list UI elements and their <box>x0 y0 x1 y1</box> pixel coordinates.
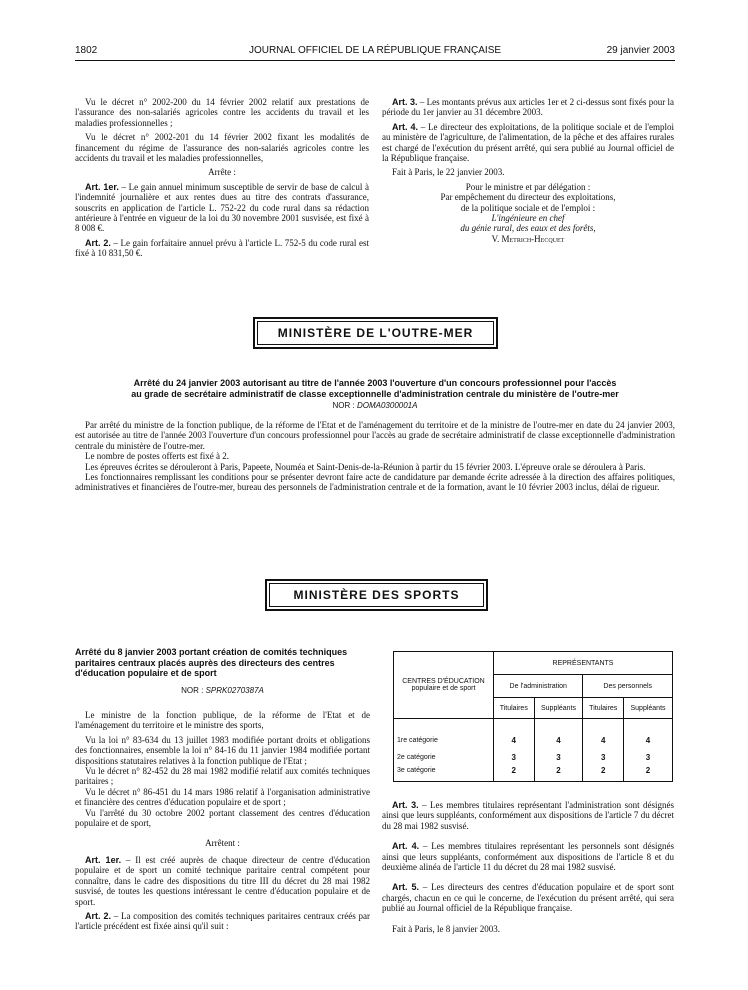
header-rule <box>75 60 675 61</box>
table-cell: 2 <box>624 764 673 782</box>
article-1 <box>75 182 369 234</box>
paragraph: Vu la loi n° 83-634 du 13 juillet 1983 modifiée portant droits et obligations des fonctionnaires, ensemble la loi n° 84-16 du 11 janvier 1984 modifiée portant dispositions statutaires relatives à la fonction publique de l'Etat ; <box>75 734 370 766</box>
row-label: 2e catégorie <box>394 751 494 764</box>
ministry-name: MINISTÈRE DE L'OUTRE-MER <box>277 326 474 340</box>
table-subheader: Titulaires <box>583 698 624 719</box>
signatory-name: V. Metrich-Hecquet <box>491 233 565 244</box>
article-3 <box>382 97 674 118</box>
decree-title-line: au grade de secrétaire administratif de classe exceptionnelle d'administration centrale du ministère de l'outre-mer <box>131 388 619 399</box>
article-text: – La composition des comités techniques paritaires centraux créés par l'article précédent est fixée ainsi qu'il suit : <box>75 910 370 932</box>
paragraph: Le ministre de la fonction publique, de la réforme de l'Etat et de l'aménagement du territoire et le ministre des sports, <box>75 710 370 731</box>
article-text: – Le gain forfaitaire annuel prévu à l'article L. 752-5 du code rural est fixé à 10 831,50 €. <box>75 237 369 259</box>
article-label: Art. 2. <box>85 910 112 921</box>
decree-title: Arrêté du 8 janvier 2003 portant création de comités techniques paritaires centraux placés auprès des directeurs des centres d'éducation populaire et de sport <box>75 647 348 678</box>
table-cell: 3 <box>494 751 535 764</box>
table-cell: 4 <box>534 719 583 752</box>
article-label: Art. 3. <box>392 800 419 810</box>
table-subheader: Suppléants <box>534 698 583 719</box>
signature-line: Par empêchement du directeur des exploitations, <box>440 192 616 203</box>
table-cell: 4 <box>494 719 535 752</box>
done-at: Fait à Paris, le 8 janvier 2003. <box>392 923 500 934</box>
article-text: – Les directeurs des centres d'éducation populaire et de sport sont chargés, chacun en ce qui le concerne, de l'exécution du présent arrêté, qui sera publié au Journal officiel de la République française. <box>382 882 674 914</box>
sports-right-column <box>382 800 674 938</box>
article-label: Art. 1er. <box>85 181 119 192</box>
signature-line: du génie rural, des eaux et des forêts, <box>460 223 596 234</box>
article-2 <box>75 911 370 932</box>
sports-left-column <box>75 710 370 936</box>
paragraph: Les épreuves écrites se dérouleront à Paris, Papeete, Nouméa et Saint-Denis-de-la-Réunion à partir du 15 février 2003. L'épreuve orale se déroulera à Paris. <box>85 461 646 472</box>
paragraph: Vu le décret n° 86-451 du 14 mars 1986 relatif à l'organisation administrative et financière des centres d'éducation populaire et de sport ; <box>75 786 370 808</box>
paragraph: Le nombre de postes offerts est fixé à 2. <box>85 451 230 462</box>
article-label: Art. 2. <box>85 237 111 248</box>
table-row <box>394 764 673 782</box>
table-cell: 2 <box>534 764 583 782</box>
page-number: 1802 <box>75 45 98 56</box>
article-label: Art. 1er. <box>85 854 122 865</box>
article-4 <box>382 841 674 872</box>
article-text: – Les membres titulaires représentant l'administration sont désignés ainsi que leurs suppléants, conformément aux dispositions de l'article 7 du décret du 28 mai 1982 susvisé. <box>382 800 674 831</box>
article-label: Art. 4. <box>392 841 420 852</box>
done-at: Fait à Paris, le 22 janvier 2003. <box>392 167 505 178</box>
article-label: Art. 5. <box>392 882 420 893</box>
signature-line: Pour le ministre et par délégation : <box>465 181 591 192</box>
article-text: – Le gain annuel minimum susceptible de servir de base de calcul à l'indemnité journalière et aux rentes dues au titre des contrats d'assurance, souscrits en application de l'article L. 752-22 du code rural dans sa rédaction antérieure à l'entrée en vigueur de la loi du 30 novembre 2001 susvisée, est fixé à 8 008 €. <box>75 181 369 234</box>
signature-line: L'ingénieure en chef <box>491 213 565 224</box>
table-subheader: Titulaires <box>494 698 535 719</box>
table-cell: 2 <box>494 764 535 782</box>
nor-reference <box>75 401 675 410</box>
nor-reference <box>75 686 370 695</box>
signature-line: de la politique sociale et de l'emploi : <box>460 202 596 213</box>
table-cell: 4 <box>583 719 624 752</box>
table-subheader: Suppléants <box>624 698 673 719</box>
paragraph: Vu le décret n° 82-452 du 28 mai 1982 modifié relatif aux comités techniques paritaires ; <box>75 766 370 787</box>
row-label: 1re catégorie <box>394 719 494 752</box>
article-label: Art. 3. <box>392 97 418 107</box>
top-right-column <box>382 97 674 244</box>
ministry-heading-box <box>265 579 488 611</box>
paragraph: Vu l'arrêté du 30 octobre 2002 portant classement des centres d'éducation populaire et de sport, <box>75 807 370 829</box>
table-cell: 3 <box>583 751 624 764</box>
nor-label: NOR : <box>332 401 357 410</box>
table-cell: 3 <box>534 751 583 764</box>
article-text: – Les membres titulaires représentant les personnels sont désignés ainsi que leurs suppléants, conformément aux dispositions de l'article 8 et du deuxième alinéa de l'article 11 du décret du 28 mai 1982 susvisé. <box>382 841 674 873</box>
ministry-heading-box <box>253 317 498 349</box>
arrete-heading: Arrête : <box>208 167 236 178</box>
top-left-column <box>75 97 369 263</box>
table-row-header: CENTRES D'ÉDUCATION populaire et de sport <box>394 652 494 719</box>
representatives-table <box>393 651 673 782</box>
ministry-name: MINISTÈRE DES SPORTS <box>293 588 460 602</box>
article-5 <box>382 882 674 913</box>
table-header: REPRÉSENTANTS <box>494 652 673 675</box>
article-1 <box>75 855 370 907</box>
article-4 <box>382 122 674 164</box>
paragraph: Vu le décret n° 2002-201 du 14 février 2002 fixant les modalités de financement du régime de l'assurance des non-salariés agricoles contre les accidents du travail et les maladies professionnelles, <box>75 132 369 164</box>
page-header <box>75 45 675 59</box>
table-cell: 4 <box>624 719 673 752</box>
row-label: 3e catégorie <box>394 764 494 782</box>
paragraph: Les fonctionnaires remplissant les conditions pour se présenter devront faire acte de candidature par demande écrite adressée à la direction des affaires politiques, administratives et financières de l'outre-mer, bureau des personnels de l'administration centrale et de la formation, avant le 10 février 2003 inclus, délai de rigueur. <box>75 472 675 493</box>
arretent-heading: Arrêtent : <box>205 838 240 849</box>
paragraph: Par arrêté du ministre de la fonction publique, de la réforme de l'Etat et de l'aménagement du territoire et de la ministre de l'outre-mer en date du 24 janvier 2003, est autorisée au titre de l'année 2003 l'ouverture d'un concours professionnel pour l'accès au grade de secrétaire administratif de classe exceptionnelle d'administration centrale du ministère de l'outre-mer. <box>75 420 675 451</box>
decree-title <box>75 378 675 399</box>
table-row <box>394 719 673 752</box>
article-text: – Le directeur des exploitations, de la politique sociale et de l'emploi au ministère de l'agriculture, de l'alimentation, de la pêche et des affaires rurales est chargé de l'exécution du présent arrêté, qui sera publié au Journal officiel de la République française. <box>382 121 674 164</box>
table-row <box>394 751 673 764</box>
nor-label: NOR : <box>181 686 206 695</box>
nor-code: SPRK0270387A <box>205 686 264 695</box>
outremer-body <box>75 420 675 493</box>
table-cell: 3 <box>624 751 673 764</box>
table-group-header: De l'administration <box>494 675 583 698</box>
journal-title: JOURNAL OFFICIEL DE LA RÉPUBLIQUE FRANÇAISE <box>248 45 502 56</box>
article-text: – Il est créé auprès de chaque directeur de centre d'éducation populaire et de sport un comité technique paritaire central compétent pour connaître, dans le cadre des dispositions du titre III du décret du 28 mai 1982 susvisé, de toutes les questions intéressant le centre d'éducation populaire et de sport. <box>75 854 370 907</box>
table-group-header: Des personnels <box>583 675 673 698</box>
article-text: – Les montants prévus aux articles 1er et 2 ci-dessus sont fixés pour la période du 1er janvier au 31 décembre 2003. <box>382 97 674 118</box>
issue-date: 29 janvier 2003 <box>606 45 675 56</box>
nor-code: DOMA0300001A <box>356 401 418 410</box>
article-2 <box>75 238 369 259</box>
paragraph: Vu le décret n° 2002-200 du 14 février 2002 relatif aux prestations de l'assurance des non-salariés agricoles contre les accidents du travail et les maladies professionnelles ; <box>75 97 369 128</box>
article-label: Art. 4. <box>392 121 419 132</box>
article-3 <box>382 800 674 831</box>
decree-title-line: Arrêté du 24 janvier 2003 autorisant au titre de l'année 2003 l'ouverture d'un concours professionnel pour l'accès <box>133 378 617 388</box>
table-cell: 2 <box>583 764 624 782</box>
